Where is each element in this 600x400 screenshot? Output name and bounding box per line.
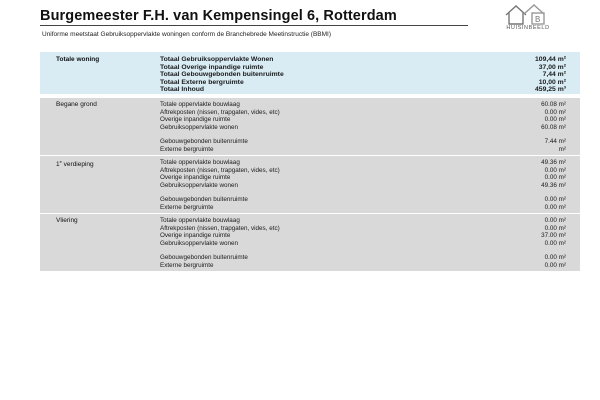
floor-label: Vliering	[56, 217, 78, 224]
floor-row-label: Aftrekposten (nissen, trapgaten, vides, etc)	[160, 224, 280, 232]
summary-row-value: 109,44 m²	[535, 56, 566, 63]
floor-row-value: 0.00 m²	[544, 217, 566, 224]
floor-row-label: Gebouwgebonden buitenruimte	[160, 254, 248, 261]
svg-text:B: B	[535, 15, 541, 24]
floor-label-text: verdieping	[61, 161, 94, 169]
floor-row-label: Externe bergruimte	[160, 145, 214, 153]
house-b-icon	[504, 3, 552, 25]
floor-row-label: Overige inpandige ruimte	[160, 116, 231, 123]
floor-row-label: Aftrekposten (nissen, trapgaten, vides, etc)	[160, 166, 280, 174]
floor-row-value: 49.36 m²	[541, 159, 566, 166]
summary-row-value: 37,00 m²	[538, 63, 566, 71]
floor-row-value: 0.00 m²	[544, 254, 566, 261]
floor-row-value: 0.00 m²	[544, 116, 566, 123]
floor-section-1e-verdieping	[40, 156, 580, 213]
floor-row-value: 37.00 m²	[541, 232, 566, 239]
floor-row-value: 7.44 m²	[544, 138, 566, 145]
summary-row-label: Totaal Externe bergruimte	[160, 78, 244, 86]
floor-row-label: Totale oppervlakte bouwlaag	[160, 217, 240, 224]
floor-row-value: 0.00 m²	[544, 224, 566, 232]
floor-row-value: 0.00 m²	[544, 203, 566, 211]
title-divider	[40, 25, 468, 26]
floor-row-value: 49.36 m²	[541, 181, 566, 189]
floor-row-label: Overige inpandige ruimte	[160, 174, 231, 181]
floor-row-value: 0.00 m²	[544, 174, 566, 181]
summary-row-label: Totaal Inhoud	[160, 86, 205, 93]
floor-row-label: Gebruiksoppervlakte wonen	[160, 123, 239, 131]
floor-row-label: Overige inpandige ruimte	[160, 232, 231, 239]
floor-section-begane-grond	[40, 98, 580, 155]
page-title: Burgemeester F.H. van Kempensingel 6, Rotterdam	[40, 8, 397, 24]
floor-row-value: 0.00 m²	[544, 196, 566, 203]
floor-row-value: 0.00 m²	[544, 239, 566, 247]
floor-row-label: Totale oppervlakte bouwlaag	[160, 101, 240, 108]
floor-label: Begane grond	[56, 101, 97, 108]
summary-section	[40, 52, 580, 94]
floor-row-label: Gebruiksoppervlakte wonen	[160, 239, 239, 247]
floor-label-number: 1	[56, 161, 60, 169]
floor-row-label: Externe bergruimte	[160, 261, 214, 269]
summary-row-value: 10,00 m²	[538, 78, 566, 86]
floor-row-label: Externe bergruimte	[160, 203, 214, 211]
floor-row-value: 0.00 m²	[544, 108, 566, 116]
floor-label-ordinal: e	[59, 159, 62, 164]
summary-row-value: 459,25 m³	[535, 86, 566, 93]
summary-row-value: 7,44 m²	[542, 71, 566, 78]
summary-row-label: Totaal Overige inpandige ruimte	[160, 63, 264, 71]
floor-row-value: m²	[558, 145, 566, 153]
floor-row-label: Totale oppervlakte bouwlaag	[160, 159, 240, 166]
summary-row-label: Totaal Gebouwgebonden buitenruimte	[160, 71, 284, 78]
page-subtitle: Uniforme meetstaat Gebruiksoppervlakte woningen conform de Branchebrede Meetinstructie (BBMI)	[42, 31, 332, 38]
floor-row-value: 60.08 m²	[541, 123, 566, 131]
summary-label: Totale woning	[56, 56, 100, 63]
floor-row-label: Gebouwgebonden buitenruimte	[160, 138, 248, 145]
floor-row-label: Gebruiksoppervlakte wonen	[160, 181, 239, 189]
floor-row-value: 60.08 m²	[541, 101, 566, 108]
brand-logo	[500, 3, 556, 33]
floor-row-label: Aftrekposten (nissen, trapgaten, vides, etc)	[160, 108, 280, 116]
floor-row-label: Gebouwgebonden buitenruimte	[160, 196, 248, 203]
floor-label	[56, 159, 94, 168]
summary-row-label: Totaal Gebruiksoppervlakte Wonen	[160, 56, 274, 63]
brand-logo-text: HUISINBEELD	[506, 25, 550, 31]
floor-row-value: 0.00 m²	[544, 166, 566, 174]
floor-row-value: 0.00 m²	[544, 261, 566, 269]
floor-section-vliering	[40, 214, 580, 271]
